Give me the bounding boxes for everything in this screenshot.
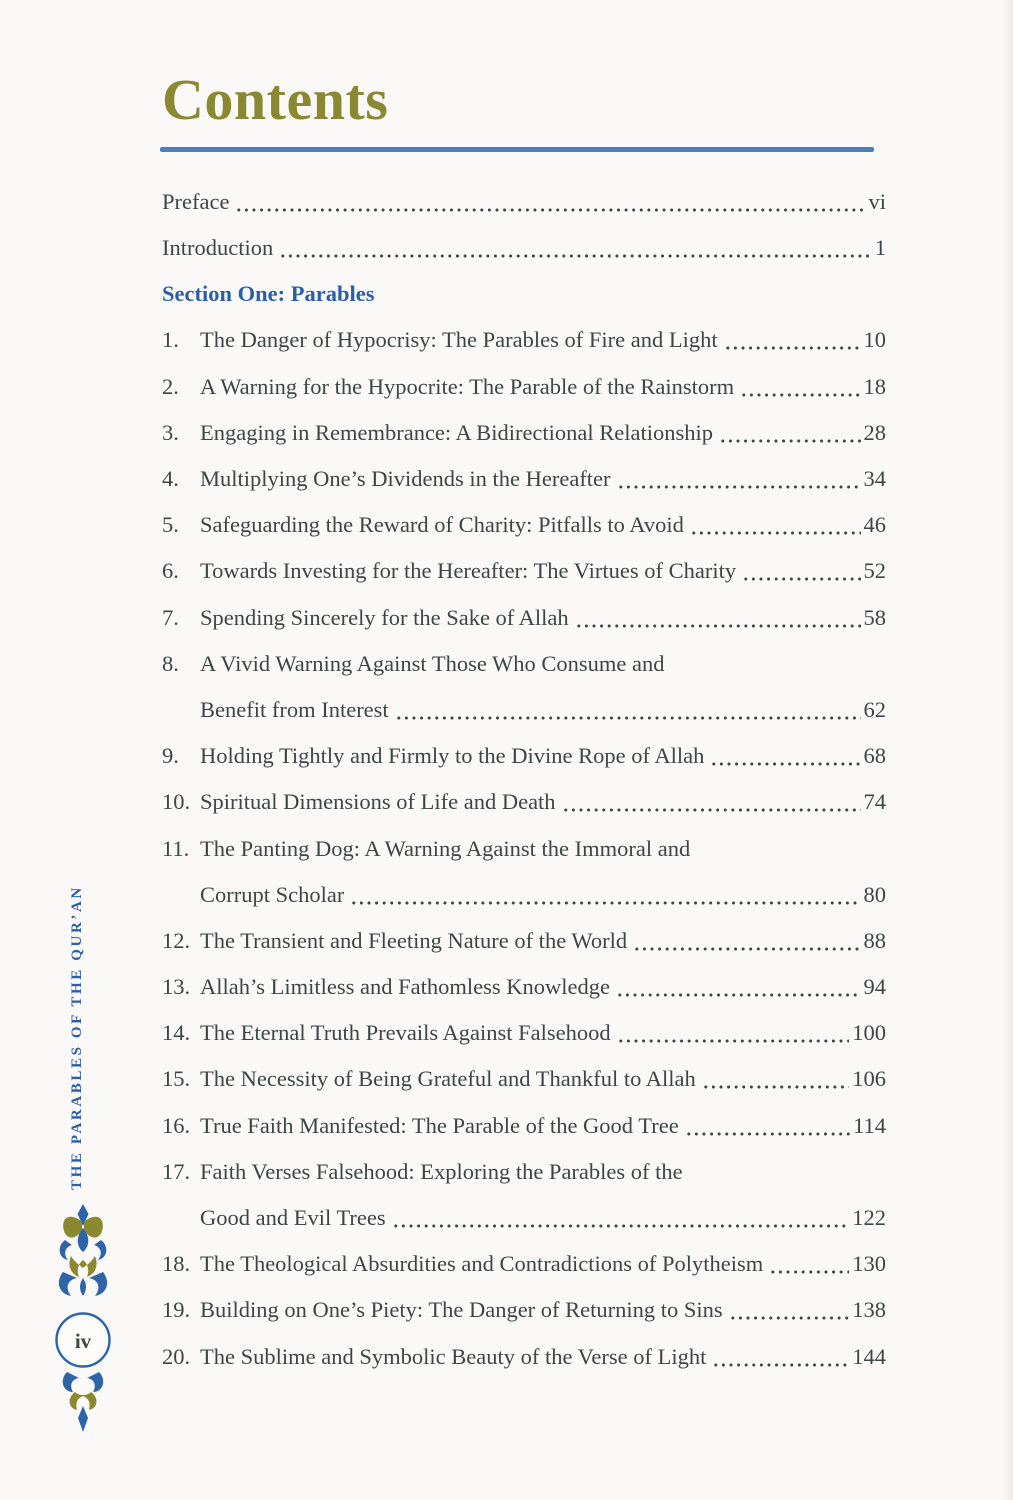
dot-leader <box>729 1287 850 1333</box>
toc-row <box>162 872 886 918</box>
toc-row <box>162 179 886 225</box>
page-number: 74 <box>863 789 886 815</box>
page-number: 138 <box>852 1297 886 1323</box>
sidebar-vertical-title: THE PARABLES OF THE QUR’AN <box>69 885 85 1190</box>
toc-row <box>162 733 886 779</box>
entry-title: Preface <box>162 188 230 214</box>
toc-row <box>162 1010 886 1056</box>
toc-row <box>162 687 886 733</box>
toc-row <box>162 410 886 456</box>
entry-number: 6. <box>162 558 179 584</box>
page-number: 100 <box>852 1020 886 1046</box>
entry-title: Introduction <box>162 235 274 261</box>
entry-number: 13. <box>162 974 191 1000</box>
page-number: 106 <box>852 1066 886 1092</box>
toc-row <box>162 317 886 363</box>
dot-leader <box>392 1195 850 1241</box>
entry-title: Holding Tightly and Firmly to the Divine Rope of Allah <box>200 743 705 769</box>
page-number: 88 <box>863 927 886 953</box>
dot-leader <box>279 225 872 271</box>
page-number: 68 <box>863 743 886 769</box>
entry-title: Allah’s Limitless and Fathomless Knowledge <box>200 974 610 1000</box>
dot-leader <box>690 502 861 548</box>
page-number: 52 <box>863 558 886 584</box>
page-number: 114 <box>853 1112 886 1138</box>
toc-row <box>162 364 886 410</box>
dot-leader <box>616 964 861 1010</box>
dot-leader <box>350 872 860 918</box>
toc-row <box>162 595 886 641</box>
entry-title: The Danger of Hypocrisy: The Parables of Fire and Light <box>200 327 718 353</box>
page-number: 130 <box>852 1251 886 1277</box>
entry-title: Building on One’s Piety: The Danger of Returning to Sins <box>200 1297 723 1323</box>
table-of-contents <box>160 179 886 1380</box>
entry-number: 18. <box>162 1251 191 1277</box>
page-number: 10 <box>863 327 886 353</box>
entry-title: The Sublime and Symbolic Beauty of the Verse of Light <box>200 1343 707 1369</box>
entry-title: Good and Evil Trees <box>200 1205 386 1231</box>
entry-number: 20. <box>162 1343 191 1369</box>
entry-number: 12. <box>162 927 191 953</box>
dot-leader <box>575 595 861 641</box>
page-number: 94 <box>863 974 886 1000</box>
page-title: Contents <box>162 67 389 132</box>
entry-number: 17. <box>162 1158 191 1184</box>
entry-number: 10. <box>162 789 191 815</box>
entry-number: 19. <box>162 1297 191 1323</box>
toc-row <box>162 1103 886 1149</box>
page-number: 18 <box>863 373 886 399</box>
toc-row <box>162 1195 886 1241</box>
page-number: 80 <box>863 881 886 907</box>
entry-number: 4. <box>162 466 179 492</box>
entry-title: The Transient and Fleeting Nature of the World <box>200 927 628 953</box>
dot-leader <box>712 1334 849 1380</box>
page-number: 144 <box>852 1343 886 1369</box>
arabesque-ornament-icon <box>47 1202 119 1438</box>
entry-title: Towards Investing for the Hereafter: The Virtues of Charity <box>200 558 737 584</box>
page-number: 1 <box>874 235 886 261</box>
toc-row <box>162 641 886 687</box>
entry-title: The Necessity of Being Grateful and Thankful to Allah <box>200 1066 696 1092</box>
dot-leader <box>395 687 861 733</box>
toc-row <box>162 1287 886 1333</box>
dot-leader <box>769 1241 849 1287</box>
toc-row <box>162 918 886 964</box>
dot-leader <box>617 1010 850 1056</box>
entry-number: 11. <box>162 835 190 861</box>
entry-number: 8. <box>162 650 179 676</box>
page-number: 58 <box>863 604 886 630</box>
dot-leader <box>710 733 860 779</box>
entry-number: 2. <box>162 373 179 399</box>
entry-title: Spending Sincerely for the Sake of Allah <box>200 604 569 630</box>
toc-row <box>162 779 886 825</box>
dot-leader <box>235 179 865 225</box>
page-number: 34 <box>863 466 886 492</box>
section-heading: Section One: Parables <box>162 281 375 307</box>
page-number: 122 <box>852 1205 886 1231</box>
toc-row <box>162 964 886 1010</box>
entry-title: Safeguarding the Reward of Charity: Pitfalls to Avoid <box>200 512 684 538</box>
toc-row <box>162 225 886 271</box>
page-number-badge: iv <box>74 1329 92 1353</box>
entry-title: The Eternal Truth Prevails Against Falsehood <box>200 1020 611 1046</box>
entry-number: 15. <box>162 1066 191 1092</box>
dot-leader <box>702 1056 850 1102</box>
section-heading-row <box>162 271 886 317</box>
dot-leader <box>685 1103 850 1149</box>
dot-leader <box>633 918 860 964</box>
entry-title: The Theological Absurdities and Contradictions of Polytheism <box>200 1251 764 1277</box>
entry-title: A Warning for the Hypocrite: The Parable of the Rainstorm <box>200 373 735 399</box>
page-number: 46 <box>863 512 886 538</box>
entry-number: 16. <box>162 1112 191 1138</box>
toc-row <box>162 1056 886 1102</box>
dot-leader <box>719 410 860 456</box>
dot-leader <box>617 456 861 502</box>
entry-title: Multiplying One’s Dividends in the Hereafter <box>200 466 611 492</box>
toc-row <box>162 1334 886 1380</box>
entry-title: The Panting Dog: A Warning Against the Immoral and <box>200 835 691 861</box>
entry-number: 9. <box>162 743 179 769</box>
entry-title: Faith Verses Falsehood: Exploring the Parables of the <box>200 1158 683 1184</box>
entry-title: Benefit from Interest <box>200 696 389 722</box>
entry-title: Corrupt Scholar <box>200 881 345 907</box>
entry-number: 1. <box>162 327 179 353</box>
entry-number: 3. <box>162 419 179 445</box>
dot-leader <box>562 779 861 825</box>
toc-row <box>162 1149 886 1195</box>
entry-title: True Faith Manifested: The Parable of the Good Tree <box>200 1112 679 1138</box>
title-rule <box>160 147 874 152</box>
toc-row <box>162 826 886 872</box>
toc-row <box>162 456 886 502</box>
contents-page <box>160 0 886 1380</box>
dot-leader <box>740 364 860 410</box>
entry-number: 14. <box>162 1020 191 1046</box>
dot-leader <box>724 317 861 363</box>
page-number: 62 <box>863 696 886 722</box>
entry-number: 7. <box>162 604 179 630</box>
dot-leader <box>742 548 860 594</box>
entry-title: Engaging in Remembrance: A Bidirectional Relationship <box>200 419 714 445</box>
entry-title: Spiritual Dimensions of Life and Death <box>200 789 556 815</box>
entry-number: 5. <box>162 512 179 538</box>
toc-row <box>162 1241 886 1287</box>
toc-row <box>162 548 886 594</box>
page-number: vi <box>868 188 886 214</box>
entry-title: A Vivid Warning Against Those Who Consume and <box>200 650 665 676</box>
page-number: 28 <box>863 419 886 445</box>
toc-row <box>162 502 886 548</box>
